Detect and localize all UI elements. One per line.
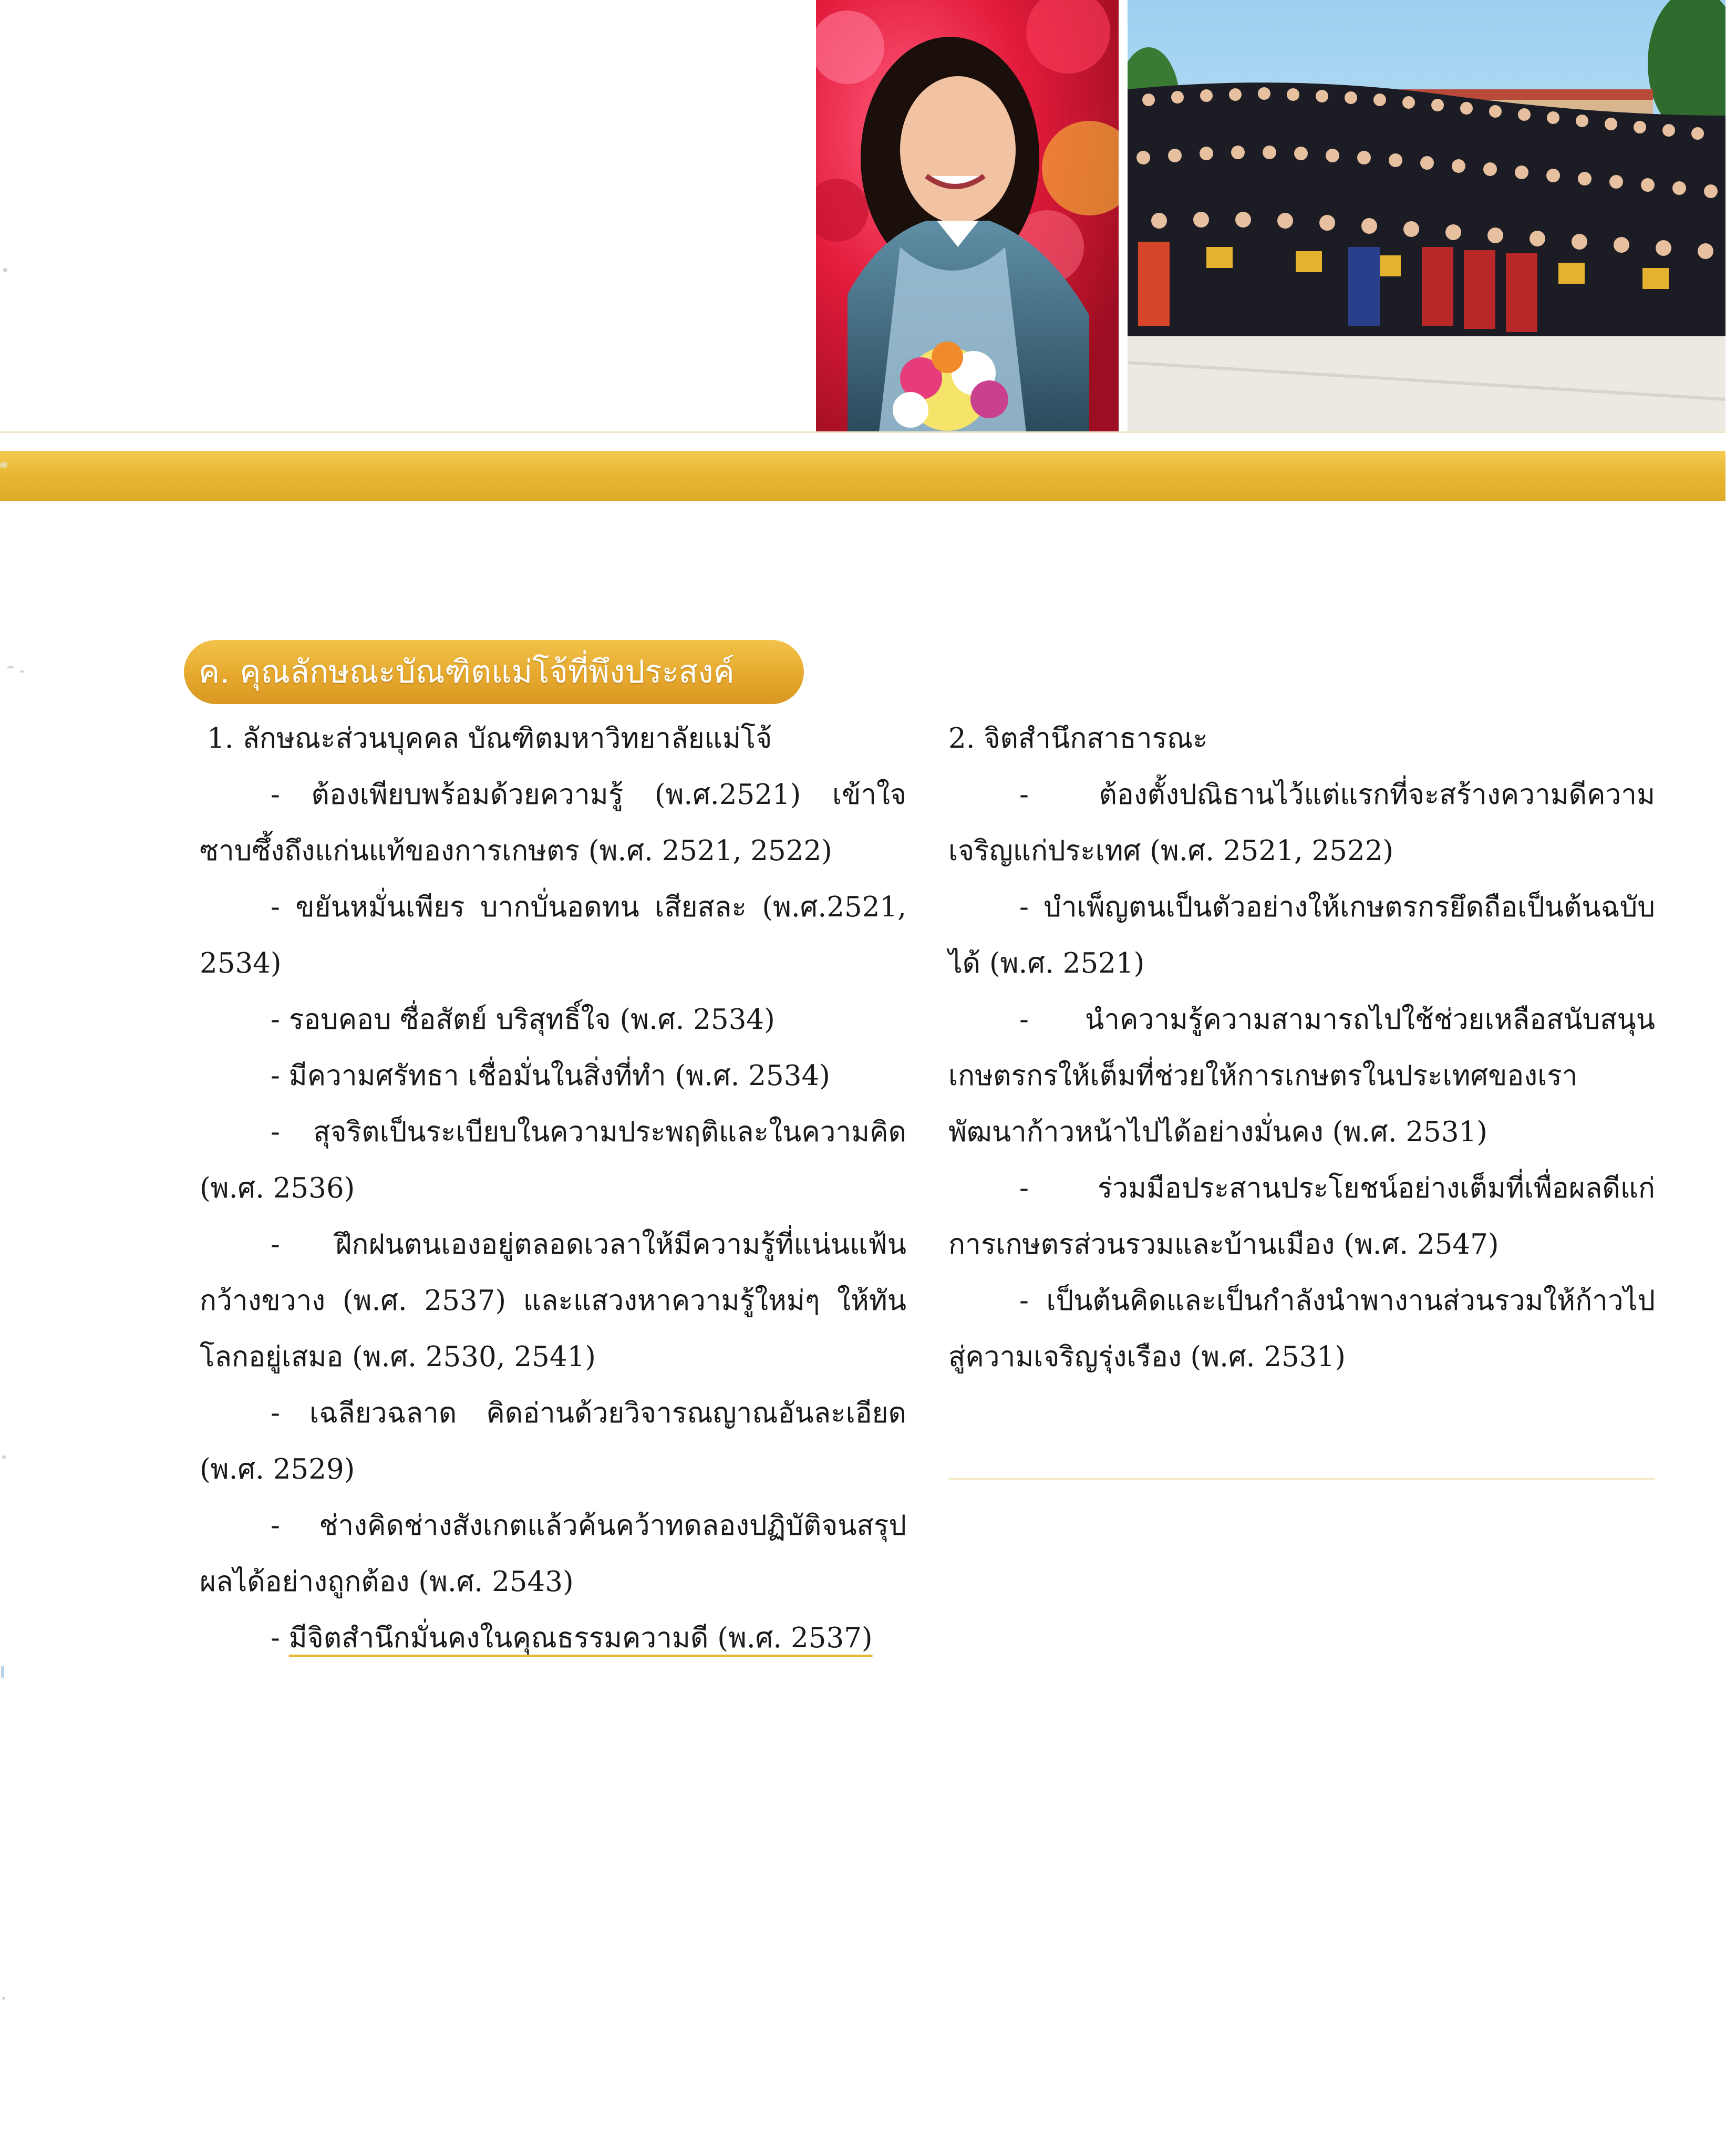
section-title: ค. คุณลักษณะบัณฑิตแม่โจ้ที่พึงประสงค์ bbox=[199, 654, 735, 690]
graduate-portrait-photo bbox=[816, 0, 1119, 432]
scan-speck bbox=[0, 462, 7, 468]
list-item: - ร่วมมือประสานประโยชน์อย่างเต็มที่เพื่อผลดีแก่การเกษตรส่วนรวมและบ้านเมือง (พ.ศ. 2547) bbox=[948, 1172, 1655, 1261]
list-item: - ฝึกฝนตนเองอยู่ตลอดเวลาให้มีความรู้ที่แน่นแฟ้นกว้างขวาง (พ.ศ. 2537) และแสวงหาความรู้ใหม่ๆ ให้ทันโลกอยู่เสมอ (พ.ศ. 2530, 2541) bbox=[200, 1228, 906, 1373]
list-item-dash: - bbox=[271, 1622, 289, 1654]
top-divider bbox=[0, 431, 1725, 433]
scan-speck bbox=[1, 1666, 4, 1678]
right-column bbox=[948, 710, 1655, 1385]
list-item: - เป็นต้นคิดและเป็นกำลังนำพางานส่วนรวมให้ก้าวไปสู่ความเจริญรุ่งเรือง (พ.ศ. 2531) bbox=[948, 1285, 1655, 1373]
list-item: - ขยันหมั่นเพียร บากบั่นอดทน เสียสละ (พ.ศ.2521, 2534) bbox=[200, 891, 906, 979]
list-item-highlighted bbox=[200, 1610, 906, 1666]
list-item: - รอบคอบ ซื่อสัตย์ บริสุทธิ์ใจ (พ.ศ. 2534) bbox=[271, 1004, 775, 1036]
list-item: - ต้องเพียบพร้อมด้วยความรู้ (พ.ศ.2521) เข้าใจซาบซึ้งถึงแก่นแท้ของการเกษตร (พ.ศ. 2521, 2522) bbox=[200, 779, 906, 867]
gold-banner bbox=[0, 451, 1725, 501]
right-column-divider bbox=[948, 1478, 1655, 1480]
scan-speck bbox=[2, 1997, 5, 2000]
list-item: - เฉลียวฉลาด คิดอ่านด้วยวิจารณญาณอันละเอียด (พ.ศ. 2529) bbox=[200, 1397, 906, 1485]
public-mind-heading: 2. จิตสำนึกสาธารณะ bbox=[948, 722, 1208, 755]
list-item: - นำความรู้ความสามารถไปใช้ช่วยเหลือสนับสนุนเกษตรกรให้เต็มที่ช่วยให้การเกษตรในประเทศของเราพัฒนาก้าวหน้าไปได้อย่างมั่นคง (พ.ศ. 2531) bbox=[948, 1004, 1655, 1148]
scan-speck bbox=[7, 666, 14, 668]
list-item: - บำเพ็ญตนเป็นตัวอย่างให้เกษตรกรยึดถือเป็นต้นฉบับได้ (พ.ศ. 2521) bbox=[948, 891, 1655, 979]
section-title-pill bbox=[184, 640, 804, 704]
left-column bbox=[200, 710, 906, 1666]
scan-speck bbox=[3, 268, 7, 272]
graduates-group-photo bbox=[1128, 0, 1725, 432]
list-item: - มีความศรัทธา เชื่อมั่นในสิ่งที่ทำ (พ.ศ. 2534) bbox=[271, 1060, 830, 1092]
personal-traits-heading: 1. ลักษณะส่วนบุคคล บัณฑิตมหาวิทยาลัยแม่โจ้ bbox=[207, 722, 772, 755]
highlighted-text: มีจิตสำนึกมั่นคงในคุณธรรมความดี (พ.ศ. 2537) bbox=[288, 1622, 873, 1654]
scan-speck bbox=[20, 670, 24, 673]
list-item: - สุจริตเป็นระเบียบในความประพฤติและในความคิด (พ.ศ. 2536) bbox=[200, 1116, 906, 1204]
list-item: - ต้องตั้งปณิธานไว้แต่แรกที่จะสร้างความดีความเจริญแก่ประเทศ (พ.ศ. 2521, 2522) bbox=[948, 779, 1655, 867]
list-item: - ช่างคิดช่างสังเกตแล้วค้นคว้าทดลองปฏิบัติจนสรุปผลได้อย่างถูกต้อง (พ.ศ. 2543) bbox=[200, 1510, 906, 1598]
scan-speck bbox=[2, 1455, 6, 1459]
